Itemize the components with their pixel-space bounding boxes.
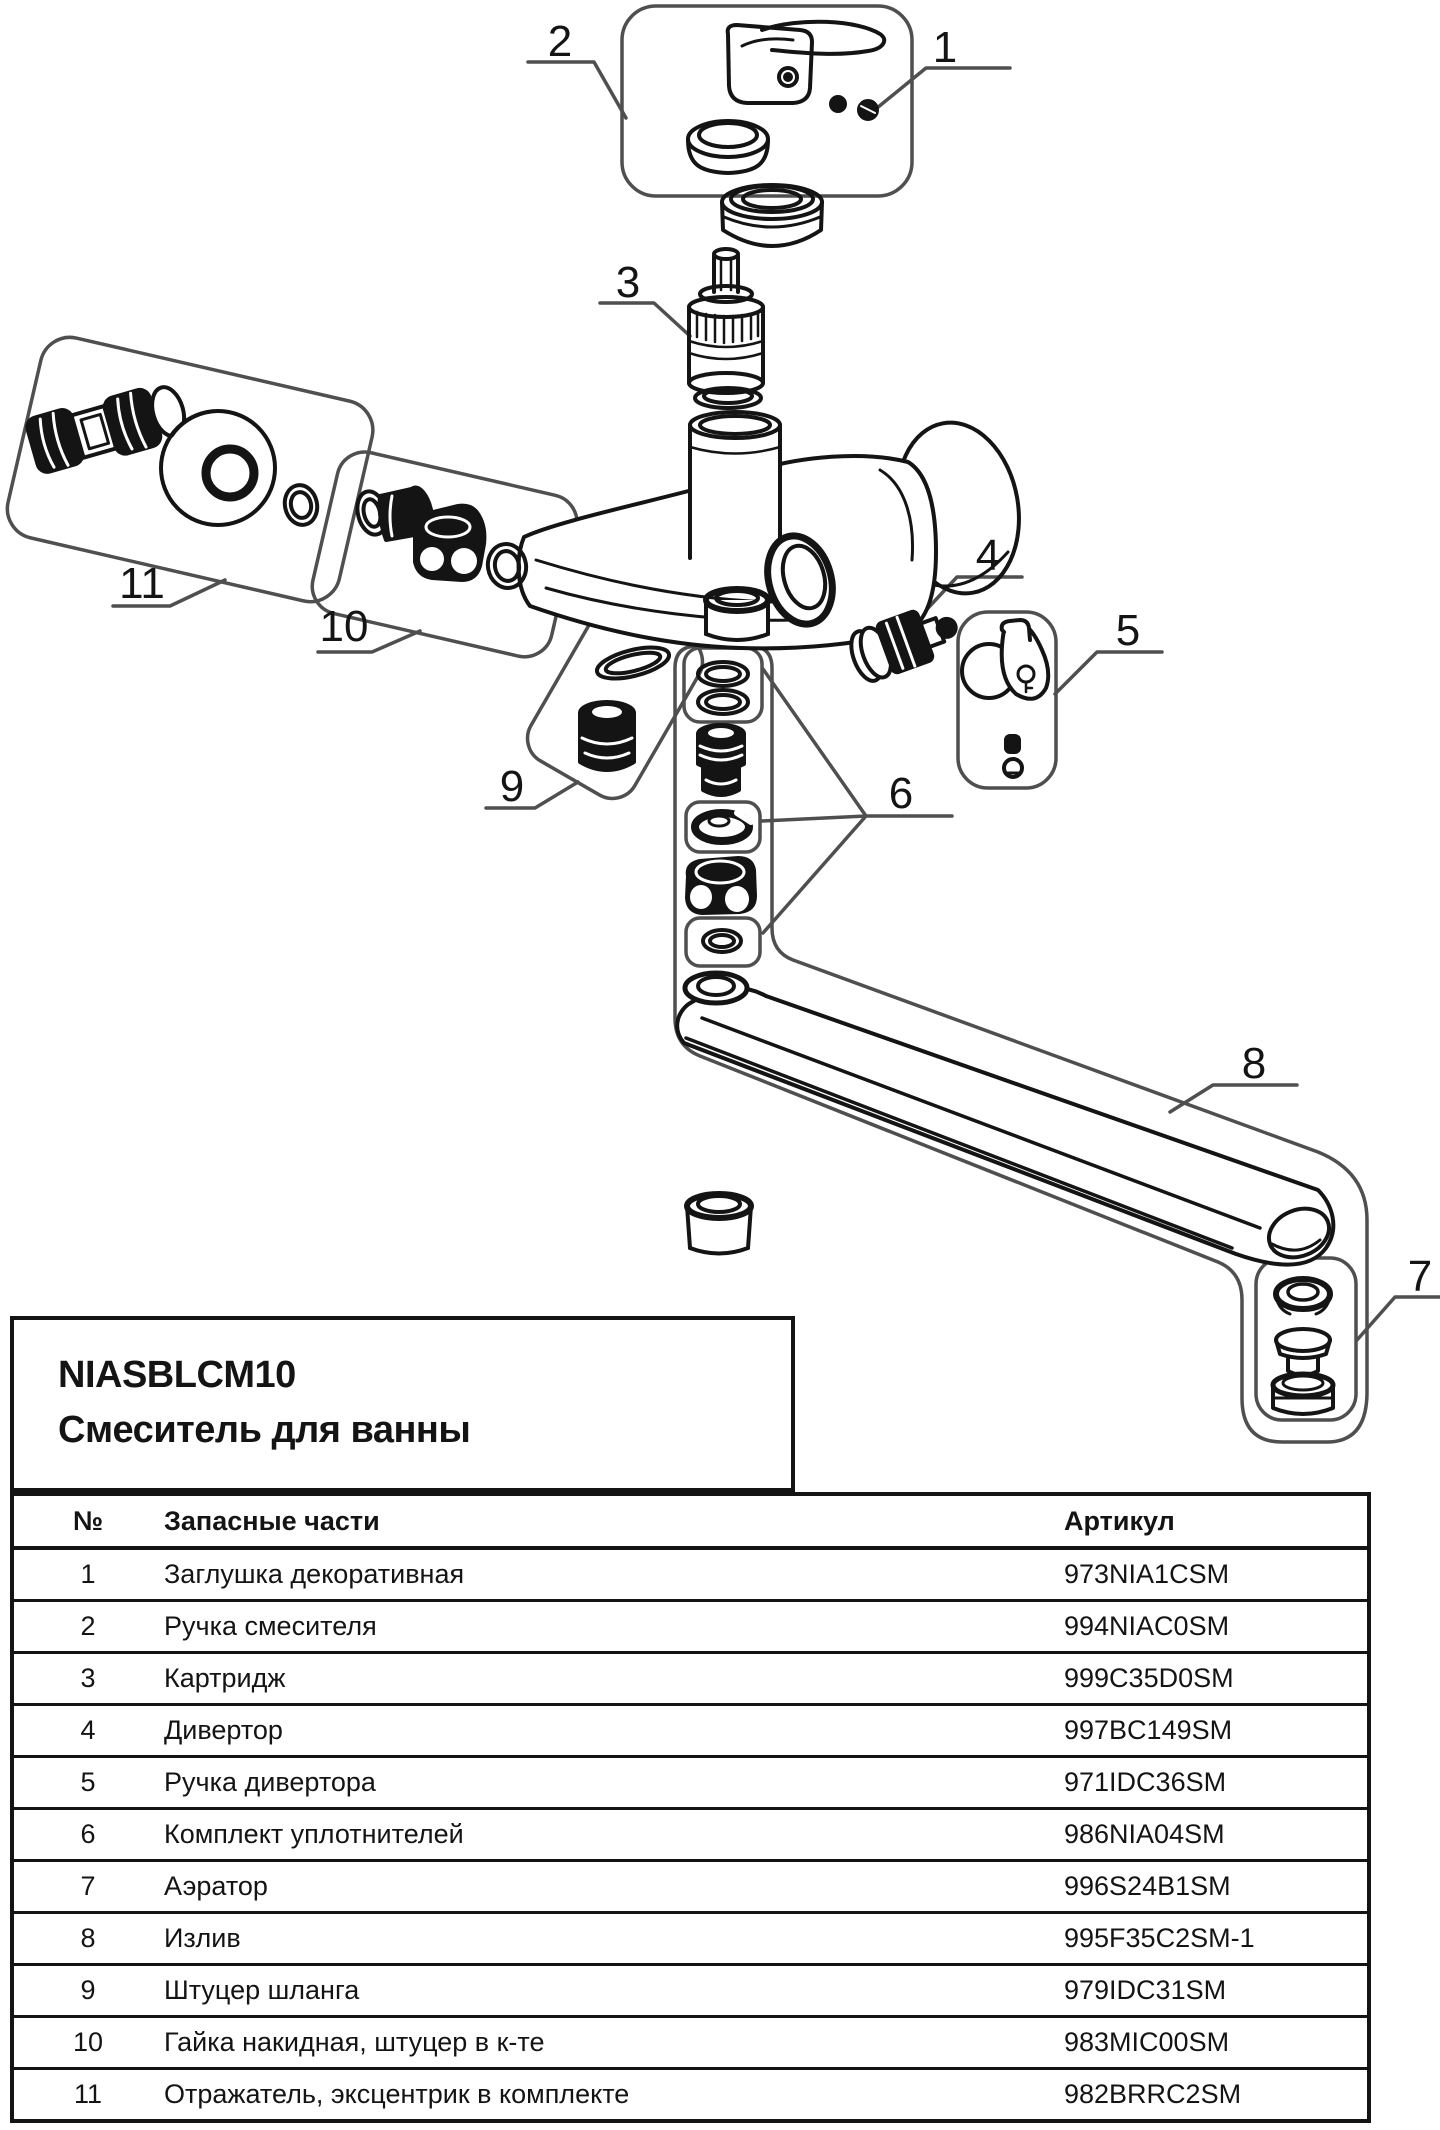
part-name-cell: Ручка смесителя <box>164 1611 377 1641</box>
part-number-cell: 4 <box>80 1715 96 1745</box>
parts-table <box>10 1492 1371 2123</box>
part-name-cell: Отражатель, эксцентрик в комплекте <box>164 2079 630 2109</box>
table-row <box>14 1654 1367 1706</box>
part-number-cell: 11 <box>73 2079 103 2109</box>
part-name-cell: Излив <box>164 1923 241 1953</box>
header-article: Артикул <box>1064 1505 1175 1536</box>
part-cartridge <box>689 249 763 393</box>
callout-3: 3 <box>615 258 641 307</box>
table-row <box>14 1550 1367 1602</box>
part-union-nut-kit <box>353 485 529 591</box>
header-part: Запасные части <box>164 1505 380 1536</box>
table-row <box>14 2018 1367 2070</box>
part-name-cell: Комплект уплотнителей <box>164 1819 464 1849</box>
table-row <box>14 1758 1367 1810</box>
part-hose-fitting <box>580 641 672 770</box>
part-number-cell: 3 <box>80 1663 96 1693</box>
part-number-cell: 7 <box>80 1871 96 1901</box>
table-row <box>14 1810 1367 1862</box>
product-code: NIASBLCM10 <box>58 1354 296 1396</box>
part-cap-screws <box>831 97 877 119</box>
faucet-body <box>519 388 1032 648</box>
part-name-cell: Дивертор <box>164 1715 283 1745</box>
parts-table-header <box>14 1496 1367 1550</box>
part-article-cell: 996S24B1SM <box>1064 1871 1231 1901</box>
part-article-cell: 973NIA1CSM <box>1064 1559 1230 1589</box>
part-name-cell: Гайка накидная, штуцер в к-те <box>164 2027 545 2057</box>
part-number-cell: 8 <box>80 1923 96 1953</box>
part-article-cell: 999C35D0SM <box>1064 1663 1234 1693</box>
table-row <box>14 1706 1367 1758</box>
part-number-cell: 9 <box>80 1975 96 2005</box>
product-name: Смеситель для ванны <box>58 1409 471 1452</box>
callout-6: 6 <box>888 769 914 818</box>
part-spout <box>677 973 1336 1266</box>
part-article-cell: 971IDC36SM <box>1064 1767 1227 1797</box>
table-row <box>14 2070 1367 2119</box>
part-number-cell: 2 <box>80 1611 96 1641</box>
group-box-seal-c <box>686 918 760 966</box>
leader-lines <box>113 62 1440 1340</box>
callout-9: 9 <box>499 762 525 811</box>
part-number-cell: 10 <box>72 2027 104 2057</box>
header-number: № <box>72 1505 104 1536</box>
part-number-cell: 5 <box>80 1767 96 1797</box>
callout-5: 5 <box>1115 606 1141 655</box>
callout-8: 8 <box>1241 1039 1267 1088</box>
part-name-cell: Аэратор <box>164 1871 268 1901</box>
part-name-cell: Штуцер шланга <box>164 1975 360 2005</box>
part-number-cell: 1 <box>80 1559 96 1589</box>
part-article-cell: 997BC149SM <box>1064 1715 1233 1745</box>
callout-7: 7 <box>1407 1252 1433 1301</box>
table-row <box>14 1602 1367 1654</box>
callout-11: 11 <box>119 559 165 608</box>
part-number-cell: 6 <box>80 1819 96 1849</box>
part-name-cell: Картридж <box>164 1663 286 1693</box>
part-article-cell: 983MIC00SM <box>1064 2027 1230 2057</box>
part-mixer-handle <box>688 22 884 246</box>
part-name-cell: Ручка дивертора <box>164 1767 376 1797</box>
part-article-cell: 986NIA04SM <box>1064 1819 1225 1849</box>
table-row <box>14 1914 1367 1966</box>
part-aerator <box>1273 1279 1333 1414</box>
part-reflector-eccentric <box>25 378 321 528</box>
part-seal-kit <box>687 662 755 952</box>
callout-1: 1 <box>932 23 958 72</box>
callout-2: 2 <box>547 17 573 66</box>
callout-10: 10 <box>319 602 369 651</box>
product-title-box <box>10 1316 795 1492</box>
callout-4: 4 <box>975 531 1001 580</box>
part-diverter-handle <box>962 620 1048 777</box>
part-name-cell: Заглушка декоративная <box>164 1559 465 1589</box>
part-article-cell: 982BRRC2SM <box>1064 2079 1242 2109</box>
table-row <box>14 1862 1367 1914</box>
part-article-cell: 979IDC31SM <box>1064 1975 1227 2005</box>
part-article-cell: 995F35C2SM-1 <box>1064 1923 1255 1953</box>
table-row <box>14 1966 1367 2018</box>
part-article-cell: 994NIAC0SM <box>1064 1611 1230 1641</box>
